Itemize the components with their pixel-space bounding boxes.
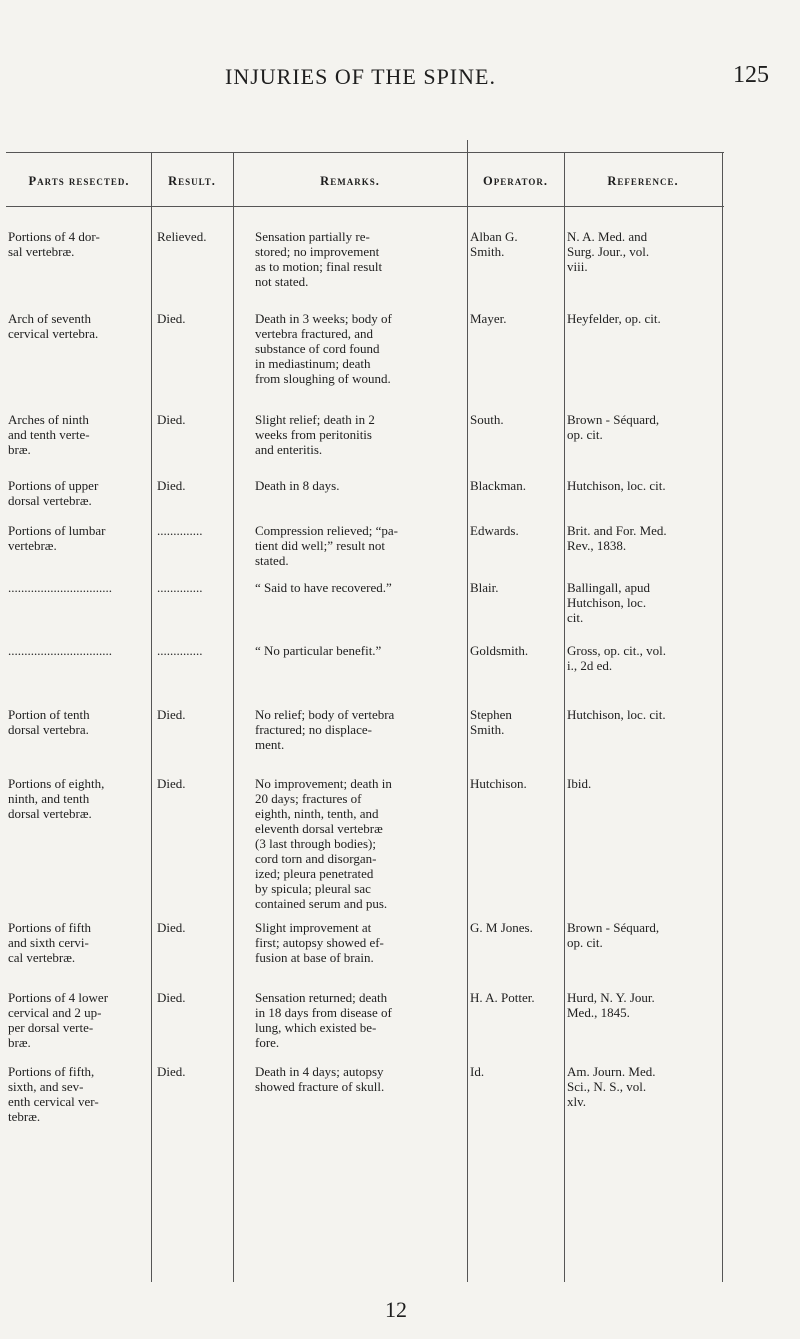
cell-operator: Blackman. <box>470 478 526 493</box>
header-bottom-rule <box>6 206 724 207</box>
cell-remarks: Slight relief; death in 2 weeks from peritonitis and enteritis. <box>255 412 375 457</box>
cell-operator: Id. <box>470 1064 485 1079</box>
page-number: 125 <box>733 62 769 88</box>
cell-part: Portions of fifth, sixth, and sev- enth cervical ver- tebræ. <box>8 1064 99 1124</box>
cell-remarks: “ No particular benefit.” <box>255 643 382 658</box>
cell-reference: Gross, op. cit., vol. i., 2d ed. <box>567 643 666 673</box>
column-divider <box>722 152 723 1282</box>
cell-part: Portion of tenth dorsal vertebra. <box>8 707 90 737</box>
cell-reference: Heyfelder, op. cit. <box>567 311 661 326</box>
column-header-reference: Reference. <box>607 174 679 188</box>
cell-operator: Alban G. Smith. <box>470 229 518 259</box>
cell-result: .............. <box>157 643 203 658</box>
column-header-result: Result. <box>168 174 216 188</box>
cell-result: Died. <box>157 920 186 935</box>
cell-operator: Edwards. <box>470 523 519 538</box>
cell-operator: G. M Jones. <box>470 920 533 935</box>
cell-part: ................................ <box>8 643 112 658</box>
cell-reference: Hutchison, loc. cit. <box>567 478 666 493</box>
cell-result: Died. <box>157 990 186 1005</box>
cell-remarks: Sensation partially re- stored; no improvement as to motion; final result not stated. <box>255 229 383 289</box>
cell-operator: H. A. Potter. <box>470 990 535 1005</box>
running-head: INJURIES OF THE SPINE. <box>225 64 496 89</box>
cell-part: ................................ <box>8 580 112 595</box>
cell-result: Died. <box>157 311 186 326</box>
cell-remarks: Death in 8 days. <box>255 478 340 493</box>
cell-remarks: “ Said to have recovered.” <box>255 580 392 595</box>
cell-result: Died. <box>157 1064 186 1079</box>
column-header-remarks: Remarks. <box>320 174 380 188</box>
signature-mark: 12 <box>385 1297 407 1322</box>
cell-part: Portions of lumbar vertebræ. <box>8 523 106 553</box>
cell-result: .............. <box>157 580 203 595</box>
cell-remarks: No relief; body of vertebra fractured; no displace- ment. <box>255 707 395 752</box>
cell-reference: Brit. and For. Med. Rev., 1838. <box>567 523 667 553</box>
cell-part: Arches of ninth and tenth verte- bræ. <box>8 412 90 457</box>
cell-part: Portions of eighth, ninth, and tenth dorsal vertebræ. <box>8 776 105 821</box>
cell-result: Died. <box>157 776 186 791</box>
cell-reference: Ballingall, apud Hutchison, loc. cit. <box>567 580 651 625</box>
cell-reference: Ibid. <box>567 776 592 791</box>
cell-operator: Mayer. <box>470 311 507 326</box>
cell-operator: Stephen Smith. <box>470 707 512 737</box>
cell-result: Died. <box>157 707 186 722</box>
cell-part: Portions of 4 lower cervical and 2 up- per dorsal verte- bræ. <box>8 990 109 1050</box>
cell-remarks: Death in 3 weeks; body of vertebra fractured, and substance of cord found in mediastinum; death from sloughing of wound. <box>255 311 392 386</box>
cell-reference: N. A. Med. and Surg. Jour., vol. viii. <box>567 229 650 274</box>
cell-remarks: Sensation returned; death in 18 days from disease of lung, which existed be- fore. <box>255 990 392 1050</box>
cell-remarks: Compression relieved; “pa- tient did well;” result not stated. <box>255 523 398 568</box>
cell-reference: Hurd, N. Y. Jour. Med., 1845. <box>567 990 655 1020</box>
cell-reference: Am. Journ. Med. Sci., N. S., vol. xlv. <box>567 1064 656 1109</box>
column-divider <box>151 152 152 1282</box>
cell-part: Portions of 4 dor- sal vertebræ. <box>8 229 100 259</box>
cell-part: Arch of seventh cervical vertebra. <box>8 311 99 341</box>
cell-result: Relieved. <box>157 229 207 244</box>
column-header-parts: Parts resected. <box>28 174 130 188</box>
cell-operator: Hutchison. <box>470 776 527 791</box>
cell-operator: Goldsmith. <box>470 643 529 658</box>
column-divider <box>467 140 468 1282</box>
cell-reference: Brown - Séquard, op. cit. <box>567 920 660 950</box>
cell-reference: Brown - Séquard, op. cit. <box>567 412 660 442</box>
cell-operator: South. <box>470 412 504 427</box>
column-divider <box>233 152 234 1282</box>
cell-remarks: Death in 4 days; autopsy showed fracture of skull. <box>255 1064 385 1094</box>
cell-operator: Blair. <box>470 580 499 595</box>
column-header-operator: Operator. <box>482 174 549 188</box>
cell-result: Died. <box>157 412 186 427</box>
column-divider <box>564 152 565 1282</box>
cell-part: Portions of upper dorsal vertebræ. <box>8 478 99 508</box>
table-top-rule <box>6 152 724 153</box>
cell-result: .............. <box>157 523 203 538</box>
cell-part: Portions of fifth and sixth cervi- cal vertebræ. <box>8 920 92 965</box>
cell-remarks: Slight improvement at first; autopsy showed ef- fusion at base of brain. <box>255 920 384 965</box>
cell-remarks: No improvement; death in 20 days; fractures of eighth, ninth, tenth, and eleventh dorsal vertebræ (3 last through bodies); cord torn and disorgan- ized; pleura penetrated by spicula; pleural sac contained serum and pus. <box>255 776 392 911</box>
cell-reference: Hutchison, loc. cit. <box>567 707 666 722</box>
cell-result: Died. <box>157 478 186 493</box>
